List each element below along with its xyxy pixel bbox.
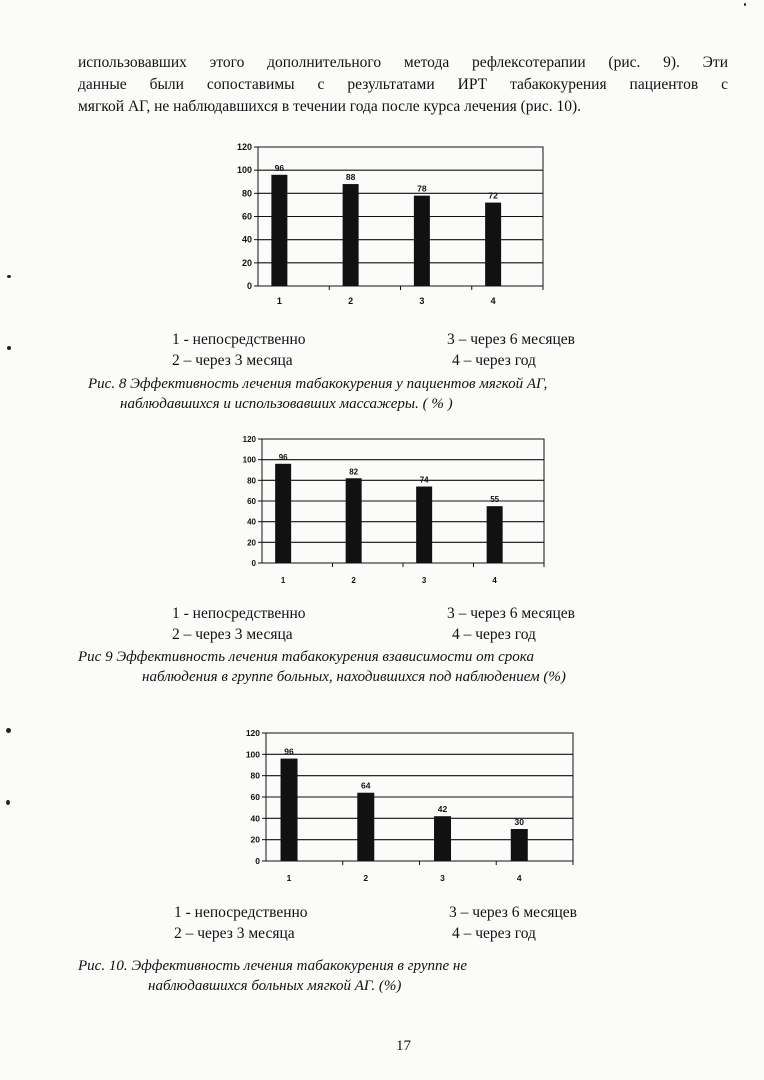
data-label: 64 — [361, 780, 371, 791]
bar — [346, 478, 362, 563]
y-tick-label: 40 — [250, 813, 260, 824]
legend-item-4: 4 – через год — [452, 352, 536, 369]
legend-item-1: 1 - непосредственно — [172, 605, 306, 622]
figure-10-caption — [78, 956, 467, 996]
scan-speck — [6, 800, 10, 805]
x-tick-label: 3 — [440, 873, 445, 883]
bar — [357, 793, 374, 861]
y-tick-label: 40 — [247, 517, 256, 527]
legend-item-3: 3 – через 6 месяцев — [447, 605, 575, 622]
y-tick-label: 20 — [241, 257, 252, 268]
bar — [485, 203, 501, 286]
legend-item-4: 4 – через год — [452, 925, 536, 942]
bar — [434, 816, 451, 861]
x-tick-label: 1 — [286, 873, 292, 883]
paragraph-line: мягкой АГ, не наблюдавшихся в течении года после курса лечения (рис. 10). — [78, 98, 581, 115]
y-tick-label: 40 — [241, 234, 252, 245]
y-tick-label: 60 — [250, 792, 260, 802]
page-number: 17 — [396, 1038, 411, 1054]
figure-10-bar-chart — [230, 726, 580, 888]
data-label: 82 — [349, 467, 359, 477]
legend-item-1: 1 - непосредственно — [174, 904, 308, 921]
x-tick-label: 4 — [516, 873, 522, 883]
y-tick-label: 80 — [247, 476, 256, 486]
data-label: 55 — [490, 495, 500, 505]
bar — [416, 487, 432, 563]
caption-line: наблюдения в группе больных, находившихся под наблюдением (%) — [142, 669, 566, 685]
x-tick-label: 4 — [490, 296, 496, 306]
caption-line: Рис. 10. Эффективность лечения табакокурения в группе не — [78, 958, 468, 974]
x-tick-label: 2 — [351, 576, 356, 585]
y-tick-label: 60 — [247, 497, 256, 506]
y-tick-label: 120 — [236, 142, 252, 152]
figure-9-caption — [78, 647, 566, 687]
x-tick-label: 3 — [419, 296, 425, 306]
data-label: 72 — [488, 190, 498, 201]
y-tick-label: 100 — [245, 749, 260, 760]
caption-line: наблюдавшихся и использовавших массажеры. ( % ) — [120, 396, 453, 412]
y-tick-label: 100 — [242, 455, 256, 465]
legend-item-2: 2 – через 3 месяца — [174, 925, 295, 942]
bar — [511, 829, 528, 861]
y-tick-label: 120 — [242, 435, 256, 444]
x-tick-label: 1 — [276, 296, 282, 306]
data-label: 42 — [437, 804, 448, 815]
legend-item-3: 3 – через 6 месяцев — [447, 331, 575, 348]
bar — [487, 506, 503, 563]
y-tick-label: 80 — [250, 770, 260, 781]
bar — [271, 175, 287, 286]
x-tick-label: 4 — [492, 576, 497, 585]
scan-speck — [7, 275, 11, 278]
bar — [275, 464, 291, 563]
figure-8-caption — [88, 374, 547, 414]
caption-line: Рис 9 Эффективность лечения табакокурения взависимости от срока — [78, 649, 534, 665]
x-tick-label: 2 — [363, 873, 369, 883]
y-tick-label: 60 — [241, 211, 252, 222]
data-label: 74 — [419, 475, 429, 485]
y-tick-label: 0 — [246, 281, 252, 291]
y-tick-label: 20 — [250, 834, 260, 845]
legend-item-4: 4 – через год — [452, 626, 536, 643]
data-label: 96 — [278, 452, 288, 462]
y-tick-label: 0 — [251, 559, 256, 568]
data-label: 88 — [345, 172, 356, 183]
legend-item-1: 1 - непосредственно — [172, 331, 306, 348]
paragraph-line: использовавших этого дополнительного метода рефлексотерапии (рис. 9). Эти — [78, 54, 728, 71]
bar — [343, 184, 359, 286]
data-label: 78 — [417, 183, 427, 194]
y-tick-label: 100 — [236, 165, 252, 176]
x-tick-label: 2 — [348, 296, 354, 306]
y-tick-label: 0 — [255, 856, 260, 866]
caption-line: наблюдавшихся больных мягкой АГ. (%) — [148, 978, 402, 994]
figure-9-bar-chart — [228, 432, 558, 590]
scan-speck — [744, 3, 746, 6]
legend-item-2: 2 – через 3 месяца — [172, 626, 293, 643]
bar — [281, 759, 298, 861]
y-tick-label: 80 — [241, 188, 252, 199]
scan-speck — [6, 728, 11, 733]
x-tick-label: 3 — [421, 576, 427, 585]
data-label: 96 — [274, 162, 285, 173]
legend-item-2: 2 – через 3 месяца — [172, 352, 293, 369]
body-paragraph — [78, 52, 728, 118]
legend-item-3: 3 – через 6 месяцев — [449, 904, 577, 921]
scan-speck — [7, 346, 11, 350]
bar — [414, 196, 430, 286]
data-label: 96 — [284, 746, 294, 757]
y-tick-label: 120 — [245, 728, 260, 738]
y-tick-label: 20 — [247, 538, 256, 548]
x-tick-label: 1 — [280, 576, 286, 585]
caption-line: Рис. 8 Эффективность лечения табакокурения у пациентов мягкой АГ, — [88, 376, 548, 392]
data-label: 30 — [514, 817, 525, 827]
paragraph-line: данные были сопоставимы с результатами ИРТ табакокурения пациентов с — [78, 76, 728, 93]
figure-8-bar-chart — [222, 140, 552, 315]
